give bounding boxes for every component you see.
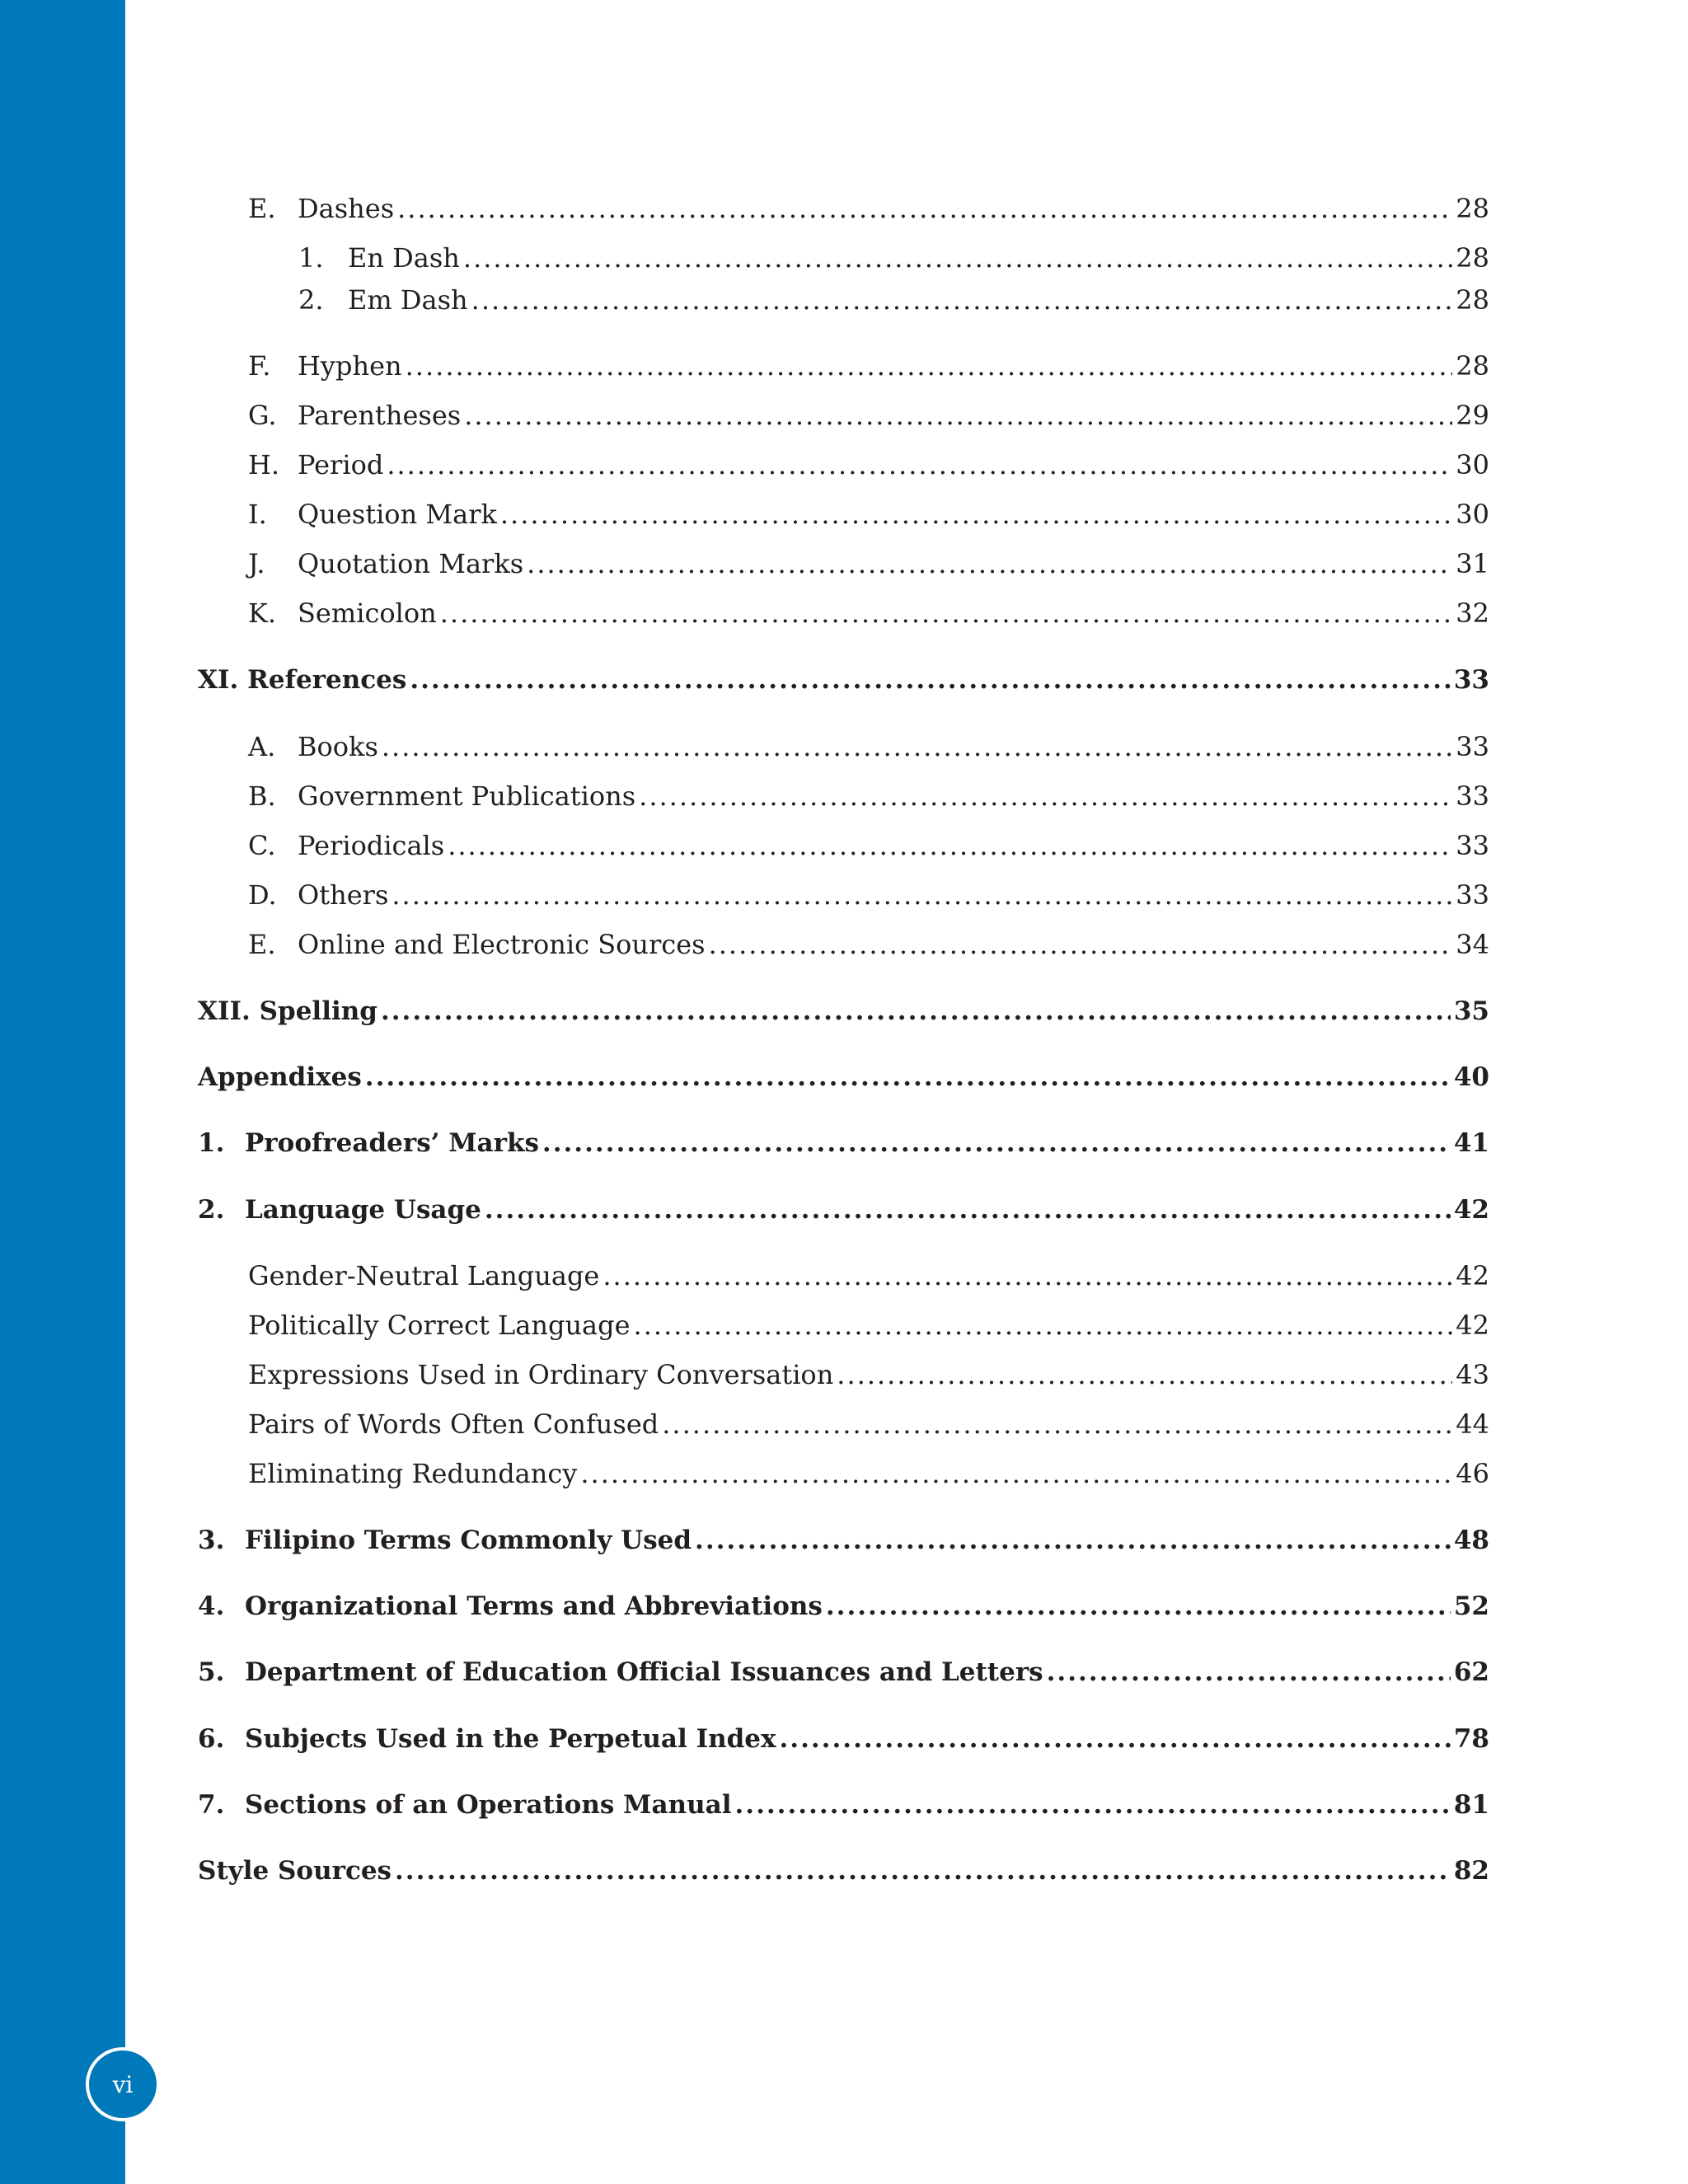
toc-entry-page: 31: [1456, 548, 1489, 579]
toc-entry[interactable]: [248, 546, 1489, 582]
toc-leader-dots: [382, 729, 1452, 765]
toc-entry-label: Pairs of Words Often Confused: [248, 1408, 659, 1440]
toc-entry-label: Style Sources: [198, 1856, 392, 1886]
toc-leader-dots: [464, 397, 1452, 434]
toc-section[interactable]: [198, 1059, 1489, 1095]
toc-entry-page: 42: [1453, 1195, 1489, 1225]
toc-entry-label: Politically Correct Language: [248, 1310, 631, 1341]
toc-entry-page: 43: [1456, 1359, 1489, 1390]
toc-entry-number: 6.: [198, 1724, 225, 1754]
toc-leader-dots: [448, 827, 1452, 864]
toc-entry-page: 35: [1453, 996, 1489, 1026]
toc-entry-label: Subjects Used in the Perpetual Index: [245, 1724, 776, 1754]
toc-entry-label: Organizational Terms and Abbreviations: [245, 1591, 823, 1621]
page-number-badge: vi: [86, 2047, 160, 2121]
toc-entry-label: Expressions Used in Ordinary Conversation: [248, 1359, 834, 1390]
toc-entry-page: 81: [1453, 1790, 1489, 1820]
toc-entry-number: H.: [248, 449, 280, 480]
toc-entry[interactable]: [248, 595, 1489, 631]
toc-entry-page: 42: [1456, 1260, 1489, 1291]
toc-entry-label: Dashes: [298, 193, 395, 224]
toc-entry[interactable]: [248, 1406, 1489, 1442]
toc-entry-page: 30: [1456, 499, 1489, 530]
toc-leader-dots: [392, 877, 1452, 913]
toc-entry-label: Online and Electronic Sources: [298, 929, 706, 960]
toc-entry-label: Sections of an Operations Manual: [245, 1790, 732, 1820]
toc-entry-page: 42: [1456, 1310, 1489, 1341]
toc-entry-page: 33: [1453, 665, 1489, 695]
toc-entry[interactable]: [248, 1455, 1489, 1492]
toc-entry-label: XII. Spelling: [198, 996, 377, 1026]
toc-entry-label: Proofreaders’ Marks: [245, 1128, 539, 1158]
toc-entry-label: Quotation Marks: [298, 548, 524, 579]
toc-entry-label: XI. References: [198, 665, 407, 695]
toc-leader-dots: [634, 1307, 1453, 1343]
toc-entry-page: 62: [1453, 1657, 1489, 1687]
toc-entry-number: J.: [248, 548, 265, 579]
toc-leader-dots: [662, 1406, 1452, 1442]
toc-entry-page: 33: [1456, 879, 1489, 911]
toc-leader-dots: [381, 993, 1451, 1029]
toc-entry-label: Hyphen: [298, 350, 402, 382]
toc-entry-label: Periodicals: [298, 830, 445, 861]
toc-entry-page: 48: [1453, 1526, 1489, 1555]
toc-section[interactable]: [198, 1654, 1489, 1690]
toc-entry-label: Eliminating Redundancy: [248, 1458, 578, 1489]
toc-entry-number: I.: [248, 499, 267, 530]
toc-entry-number: B.: [248, 780, 276, 812]
toc-leader-dots: [397, 190, 1452, 227]
toc-leader-dots: [527, 546, 1452, 582]
toc-section[interactable]: [198, 1125, 1489, 1161]
toc-entry-number: C.: [248, 830, 276, 861]
toc-entry-label: Appendixes: [198, 1062, 362, 1092]
toc-entry-label: En Dash: [348, 242, 460, 274]
toc-entry-page: 28: [1456, 193, 1489, 224]
toc-entry-page: 41: [1453, 1128, 1489, 1158]
toc-entry-label: Filipino Terms Commonly Used: [245, 1526, 692, 1555]
toc-entry-page: 32: [1456, 598, 1489, 629]
toc-leader-dots: [395, 1853, 1451, 1889]
toc-leader-dots: [639, 778, 1452, 814]
toc-entry-number: 1.: [298, 242, 324, 274]
toc-leader-dots: [463, 240, 1452, 276]
toc-entry-number: E.: [248, 929, 276, 960]
toc-entry-label: Question Mark: [298, 499, 497, 530]
toc-entry-number: F.: [248, 350, 271, 382]
toc-entry-label: Others: [298, 879, 389, 911]
toc-entry-label: Gender-Neutral Language: [248, 1260, 600, 1291]
toc-entry-label: Books: [298, 731, 378, 762]
toc-leader-dots: [780, 1721, 1451, 1757]
toc-entry-page: 28: [1456, 350, 1489, 382]
toc-entry-page: 28: [1456, 284, 1489, 316]
toc-entry-label: Semicolon: [298, 598, 437, 629]
toc-leader-dots: [471, 282, 1453, 318]
toc-section[interactable]: [198, 1721, 1489, 1757]
toc-entry-page: 40: [1453, 1062, 1489, 1092]
toc-entry[interactable]: [298, 240, 1489, 276]
toc-entry-page: 34: [1456, 929, 1489, 960]
toc-entry-number: 4.: [198, 1591, 225, 1621]
toc-section[interactable]: [198, 1522, 1489, 1558]
toc-entry-label: Government Publications: [298, 780, 636, 812]
toc-section[interactable]: [198, 1787, 1489, 1823]
toc-entry-page: 82: [1453, 1856, 1489, 1886]
toc-leader-dots: [603, 1258, 1452, 1294]
toc-leader-dots: [695, 1522, 1451, 1558]
toc-entry-page: 52: [1453, 1591, 1489, 1621]
toc-entry-page: 46: [1456, 1458, 1489, 1489]
toc-entry-number: D.: [248, 879, 277, 911]
toc-entry[interactable]: [248, 1307, 1489, 1343]
toc-entry-number: A.: [248, 731, 276, 762]
toc-entry-number: 2.: [298, 284, 324, 316]
toc-entry-page: 29: [1456, 400, 1489, 431]
toc-entry-page: 33: [1456, 780, 1489, 812]
toc-leader-dots: [1047, 1654, 1451, 1690]
toc-entry-number: G.: [248, 400, 277, 431]
toc-leader-dots: [837, 1357, 1452, 1393]
toc-entry[interactable]: [298, 282, 1489, 318]
toc-entry[interactable]: [248, 1258, 1489, 1294]
toc-entry-number: 1.: [198, 1128, 225, 1158]
toc-leader-dots: [580, 1455, 1452, 1492]
toc-entry-number: E.: [248, 193, 276, 224]
toc-section[interactable]: [198, 1192, 1489, 1228]
toc-entry[interactable]: [248, 496, 1489, 532]
toc-entry-number: 5.: [198, 1657, 225, 1687]
toc-entry-page: 78: [1453, 1724, 1489, 1754]
toc-leader-dots: [410, 662, 1451, 698]
toc-leader-dots: [734, 1787, 1450, 1823]
toc-leader-dots: [365, 1059, 1451, 1095]
toc-entry-page: 33: [1456, 830, 1489, 861]
toc-entry[interactable]: [248, 348, 1489, 384]
toc-entry-label: Department of Education Official Issuances and Letters: [245, 1657, 1043, 1687]
toc-leader-dots: [709, 926, 1453, 963]
toc-entry-page: 30: [1456, 449, 1489, 480]
toc-entry[interactable]: [248, 397, 1489, 434]
toc-entry[interactable]: [248, 827, 1489, 864]
toc-leader-dots: [387, 447, 1452, 483]
toc-entry-label: Em Dash: [348, 284, 468, 316]
toc-entry-number: 3.: [198, 1526, 225, 1555]
toc-entry[interactable]: [248, 778, 1489, 814]
toc-entry-page: 28: [1456, 242, 1489, 274]
toc-entry-page: 33: [1456, 731, 1489, 762]
toc-entry-label: Parentheses: [298, 400, 462, 431]
toc-leader-dots: [440, 595, 1453, 631]
toc-entry-number: 2.: [198, 1195, 225, 1225]
toc-leader-dots: [485, 1192, 1451, 1228]
toc-entry[interactable]: [248, 447, 1489, 483]
toc-leader-dots: [826, 1588, 1451, 1624]
toc-entry[interactable]: [248, 877, 1489, 913]
toc-entry[interactable]: [248, 926, 1489, 963]
toc-section[interactable]: [198, 662, 1489, 698]
toc-leader-dots: [542, 1125, 1451, 1161]
toc-entry-number: 7.: [198, 1790, 225, 1820]
toc-section[interactable]: [198, 1853, 1489, 1889]
toc-entry-label: Period: [298, 449, 384, 480]
toc-leader-dots: [406, 348, 1453, 384]
toc-entry[interactable]: [248, 1357, 1489, 1393]
toc-entry[interactable]: [248, 729, 1489, 765]
toc-section[interactable]: [198, 993, 1489, 1029]
toc-entry[interactable]: [248, 190, 1489, 227]
toc-leader-dots: [500, 496, 1452, 532]
toc-entry-label: Language Usage: [245, 1195, 481, 1225]
toc-section[interactable]: [198, 1588, 1489, 1624]
toc-entry-page: 44: [1456, 1408, 1489, 1440]
toc-entry-number: K.: [248, 598, 277, 629]
